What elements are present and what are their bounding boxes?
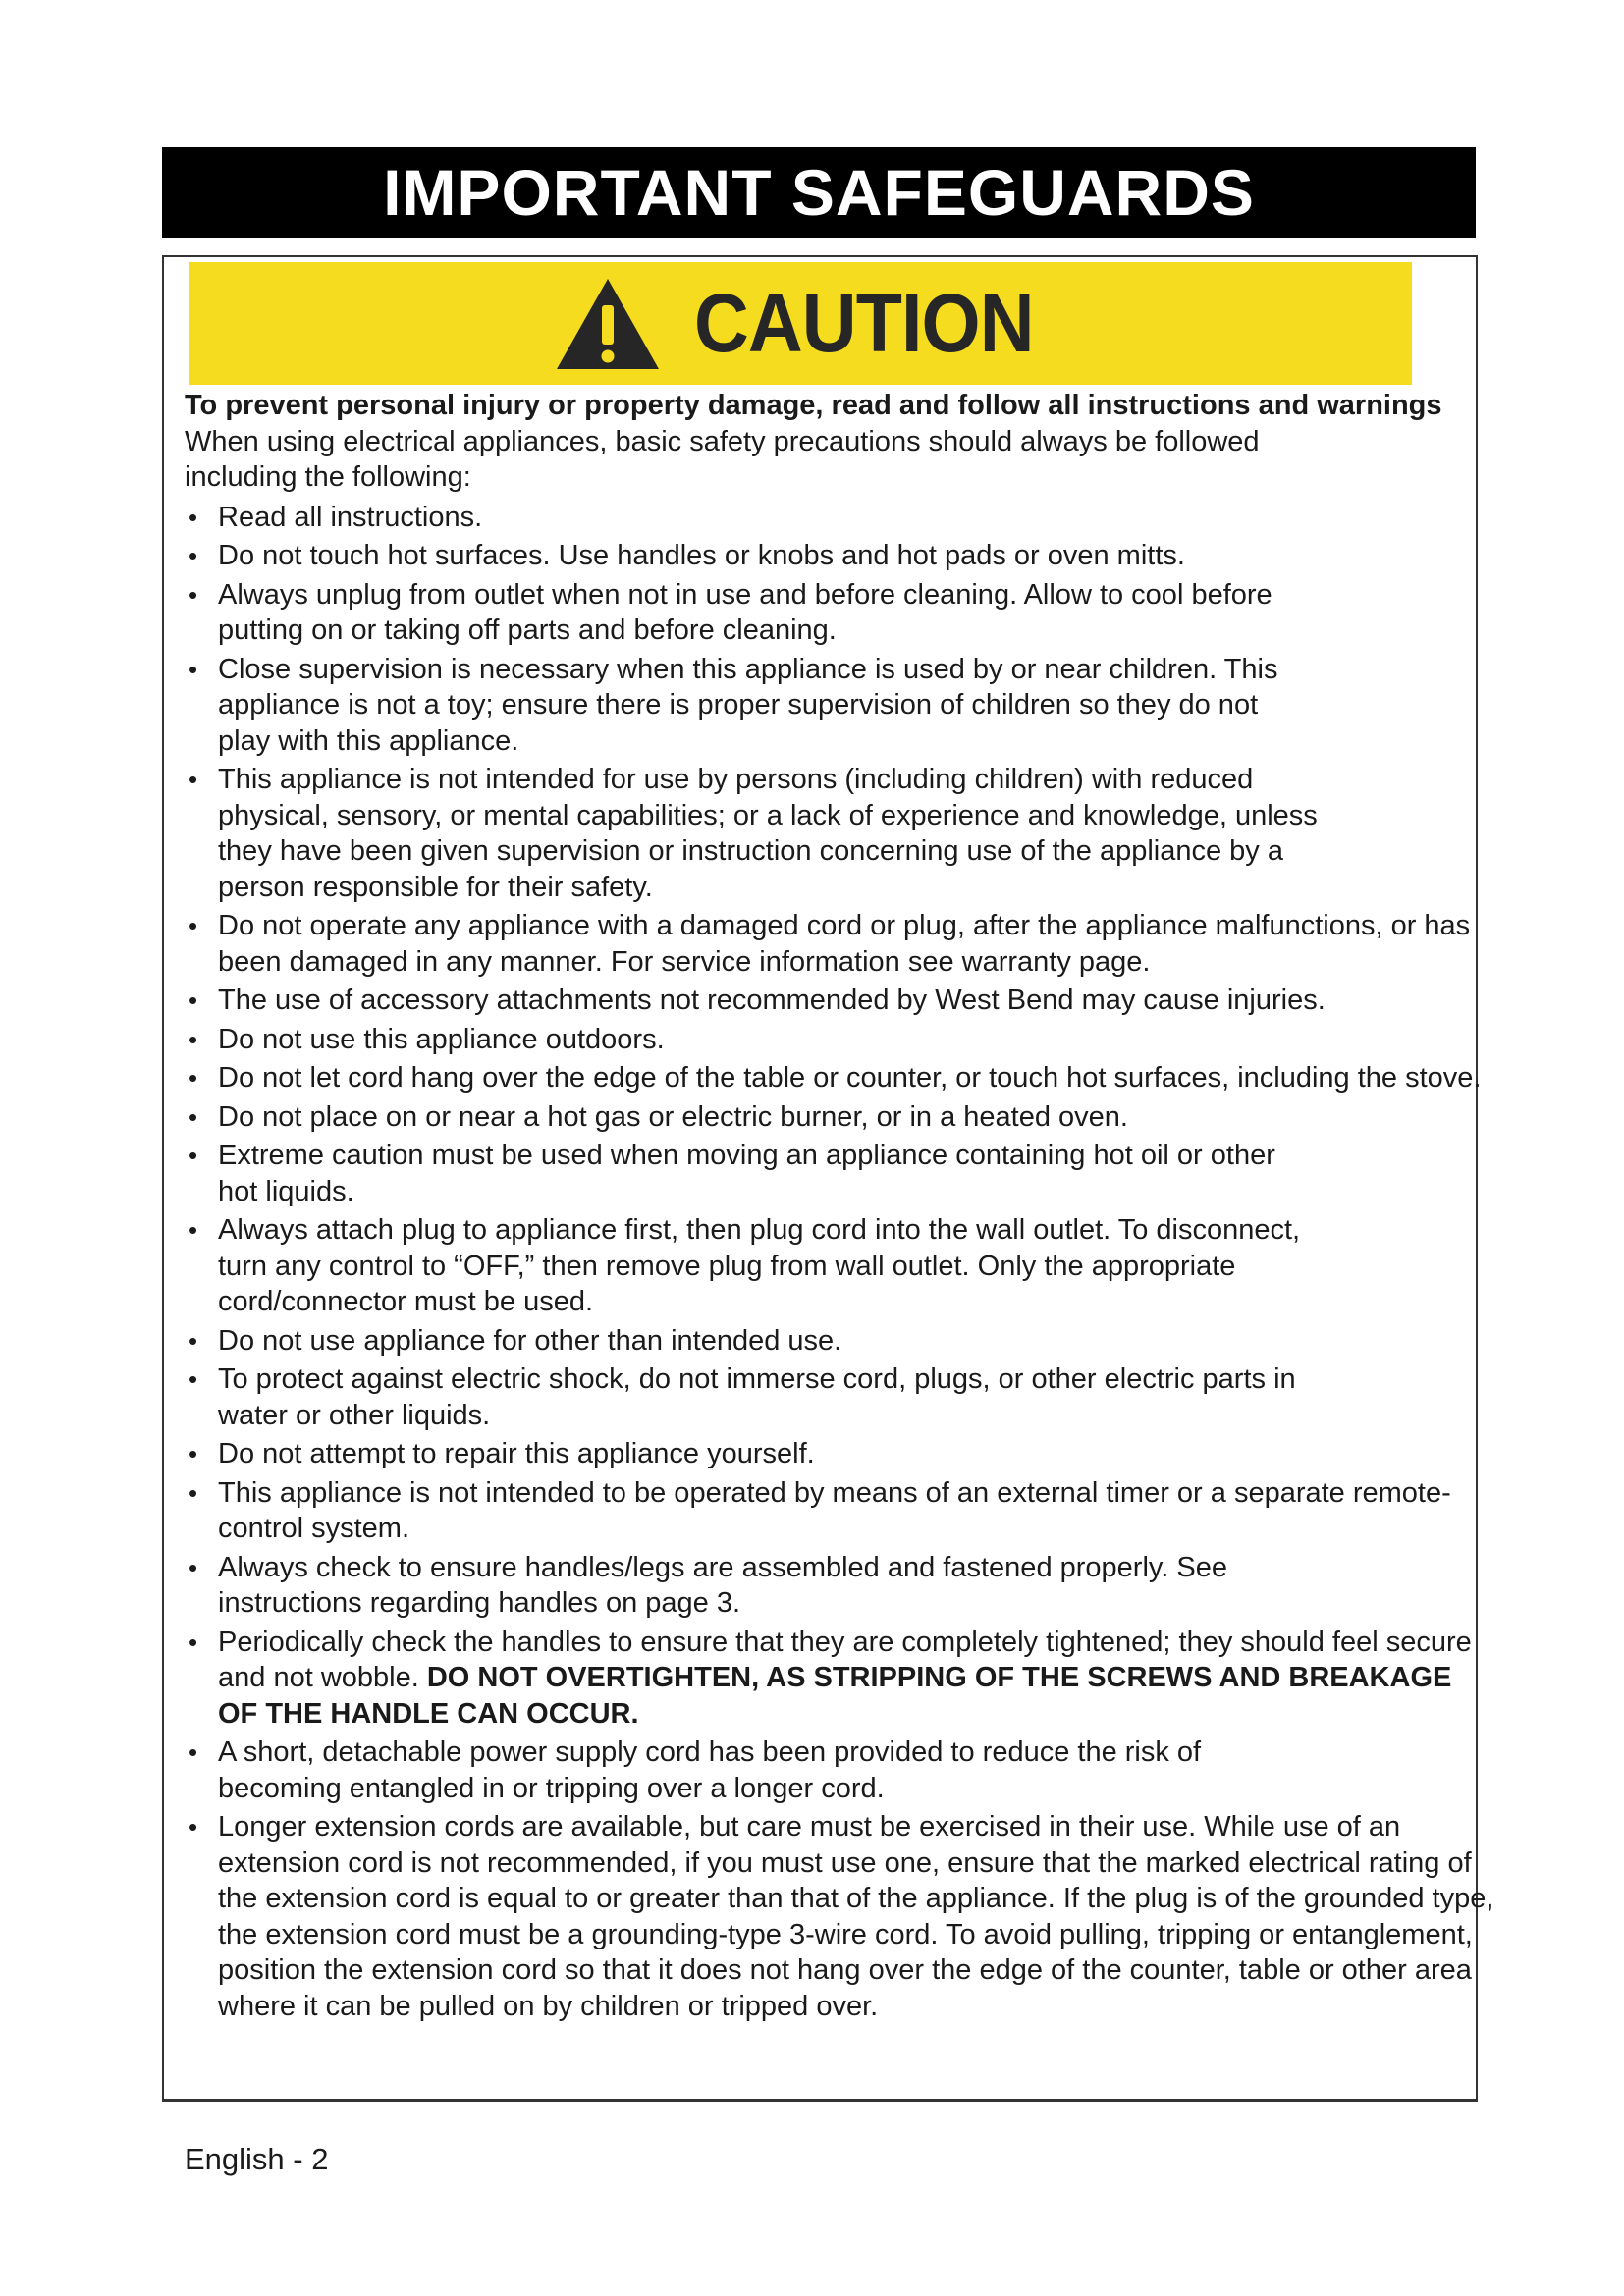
intro-text: When using electrical appliances, basic safety precautions should always be followed including the following: [185,425,1260,493]
list-item: • Do not place on or near a hot gas or electric burner, or in a heated oven. [185,1099,1494,1136]
safeguards-content [185,388,1540,2027]
list-item: • Close supervision is necessary when this appliance is used by or near children. This appliance is not a toy; ensure there is proper supervision of children so they do not play with this appliance. [185,652,1318,760]
list-item: • Always unplug from outlet when not in use and before cleaning. Allow to cool before putting on or taking off parts and before cleaning. [185,577,1318,649]
list-item: • Do not attempt to repair this appliance yourself. [185,1436,1494,1472]
list-item: • Do not use this appliance outdoors. [185,1022,1494,1058]
list-item-handles [185,1625,1494,1733]
safeguards-list [185,500,1540,2025]
warning-triangle-icon [554,276,662,372]
list-item: • Always attach plug to appliance first, then plug cord into the wall outlet. To disconnect, turn any control to “OFF,” then remove plug from wall outlet. Only the appropriate cord/connector must be used. [185,1212,1318,1320]
list-item: • To protect against electric shock, do not immerse cord, plugs, or other electric parts in water or other liquids. [185,1362,1318,1433]
list-item: • This appliance is not intended to be operated by means of an external timer or a separate remote-control system. [185,1475,1494,1547]
list-item: • Do not touch hot surfaces. Use handles or knobs and hot pads or oven mitts. [185,538,1494,574]
list-item: • Always check to ensure handles/legs are assembled and fastened properly. See instructions regarding handles on page 3. [185,1550,1318,1622]
list-item: • Do not use appliance for other than intended use. [185,1323,1494,1360]
caution-label: CAUTION [693,277,1034,369]
list-item: • This appliance is not intended for use by persons (including children) with reduced physical, sensory, or mental capabilities; or a lack of experience and knowledge, unless they have been given supervision or instruction concerning use of the appliance by a person responsible for their safety. [185,762,1318,905]
list-item: • A short, detachable power supply cord has been provided to reduce the risk of becoming entangled in or tripping over a longer cord. [185,1735,1318,1806]
list-item: • Do not operate any appliance with a damaged cord or plug, after the appliance malfunctions, or has been damaged in any manner. For service information see warranty page. [185,908,1494,980]
list-item: • Do not let cord hang over the edge of the table or counter, or touch hot surfaces, including the stove. [185,1060,1494,1096]
page-footer: English - 2 [185,2142,329,2176]
list-item: • Read all instructions. [185,500,1494,536]
list-item: • The use of accessory attachments not recommended by West Bend may cause injuries. [185,983,1494,1019]
intro-warning: To prevent personal injury or property damage, read and follow all instructions and warnings [185,390,1442,421]
list-item: • Longer extension cords are available, but care must be exercised in their use. While use of an extension cord is not recommended, if you must use one, ensure that the marked electrical rating of the extension cord is equal to or greater than that of the appliance. If the plug is of the grounded type, the extension cord must be a grounding-type 3-wire cord. To avoid pulling, tripping or entanglement, position the extension cord so that it does not hang over the edge of the counter, table or other area where it can be pulled on by children or tripped over. [185,1809,1494,2024]
page-title: IMPORTANT SAFEGUARDS [162,147,1476,238]
handles-rule-text: Periodically check the handles to ensure that they are completely tightened; they should feel secure and not wobble. [218,1626,1472,1693]
handles-rule-warning: DO NOT OVERTIGHTEN, AS STRIPPING OF THE SCREWS AND BREAKAGE OF THE HANDLE CAN OCCUR. [218,1662,1452,1730]
caution-banner [189,262,1412,385]
list-item: • Extreme caution must be used when moving an appliance containing hot oil or other hot liquids. [185,1138,1318,1209]
